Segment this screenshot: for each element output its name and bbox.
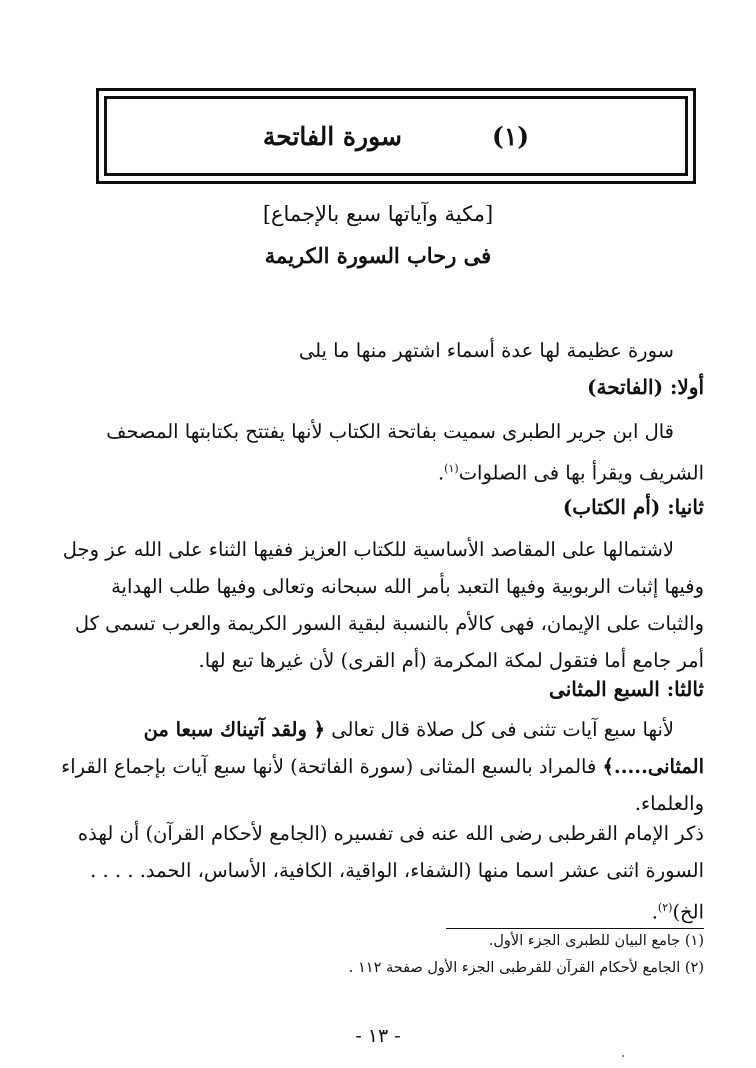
paragraph-line: [56, 450, 704, 492]
paragraph-end: .: [651, 900, 658, 924]
section-1-paragraph: [56, 413, 704, 492]
paragraph-line: والثبات على الإيمان، فهى كالأم بالنسبة لبقية السور الكريمة والعرب تسمى كل: [74, 612, 704, 635]
intro-paragraph: [56, 332, 704, 369]
page-number: - ١٣ -: [355, 1025, 401, 1047]
paragraph-4: [56, 815, 704, 931]
paragraph-end: .: [437, 461, 445, 485]
paragraph-text: لأنها سبع آيات تثنى فى كل صلاة قال تعالى: [331, 718, 674, 741]
title-frame: [96, 88, 696, 184]
footnote-ref: (٢): [657, 901, 673, 914]
paragraph-line: قال ابن جرير الطبرى سميت بفاتحة الكتاب لأنها يفتتح بكتابتها المصحف: [106, 420, 674, 443]
quran-quote: ﴿ ولقد آتيناك سبعا من: [143, 718, 326, 741]
section-2-heading: ثانيا: (أم الكتاب): [562, 495, 704, 519]
surah-meta: [مكية وآياتها سبع بالإجماع]: [262, 202, 494, 226]
section-subtitle: فى رحاب السورة الكريمة: [264, 243, 492, 268]
paragraph-line: [56, 711, 704, 748]
paragraph-text: الشريف ويقرأ بها فى الصلوات: [458, 461, 704, 485]
surah-number: (١): [491, 121, 530, 151]
paragraph-text: الخ): [672, 900, 704, 924]
footnote-1: (١) جامع البيان للطبرى الجزء الأول.: [488, 933, 704, 949]
quran-quote: المثانى.....﴾: [602, 755, 704, 778]
section-1-heading: أولا: (الفاتحة): [587, 375, 704, 399]
paragraph-text: فالمراد بالسبع المثانى (سورة الفاتحة) لأنها سبع آيات بإجماع القراء: [61, 755, 597, 778]
footnote-divider: [446, 928, 704, 929]
surah-title: سورة الفاتحة: [262, 121, 402, 151]
paragraph-line: [56, 748, 704, 785]
section-3-heading: ثالثا: السبع المثانى: [549, 677, 704, 701]
title-frame-inner: [104, 96, 688, 176]
section-2-paragraph: [56, 531, 704, 679]
paragraph-line: والعلماء.: [634, 792, 704, 815]
intro-line: سورة عظيمة لها عدة أسماء اشتهر منها ما يلى: [298, 339, 674, 362]
paragraph-line: أمر جامع أما فتقول لمكة المكرمة (أم القرى) لأن غيرها تبع لها.: [198, 649, 704, 672]
paragraph-line: وفيها إثبات الربوبية وفيها التعبد بأمر الله سبحانه وتعالى وفيها طلب الهداية: [111, 575, 704, 598]
paragraph-line: ذكر الإمام القرطبى رضى الله عنه فى تفسيره (الجامع لأحكام القرآن) أن لهذه: [77, 822, 704, 845]
footnote-2: (٢) الجامع لأحكام القرآن للقرطبى الجزء الأول صفحة ١١٢ .: [348, 960, 704, 976]
paragraph-line: [56, 889, 704, 931]
paragraph-line: لاشتمالها على المقاصد الأساسية للكتاب العزيز ففيها الثناء على الله عز وجل: [62, 538, 674, 561]
paragraph-line: السورة اثنى عشر اسما منها (الشفاء، الواقية، الكافية، الأساس، الحمد. . . . .: [90, 859, 704, 882]
footnote-ref: (١): [444, 462, 459, 475]
scan-speck: [622, 1055, 624, 1057]
section-3-paragraph: [56, 711, 704, 822]
